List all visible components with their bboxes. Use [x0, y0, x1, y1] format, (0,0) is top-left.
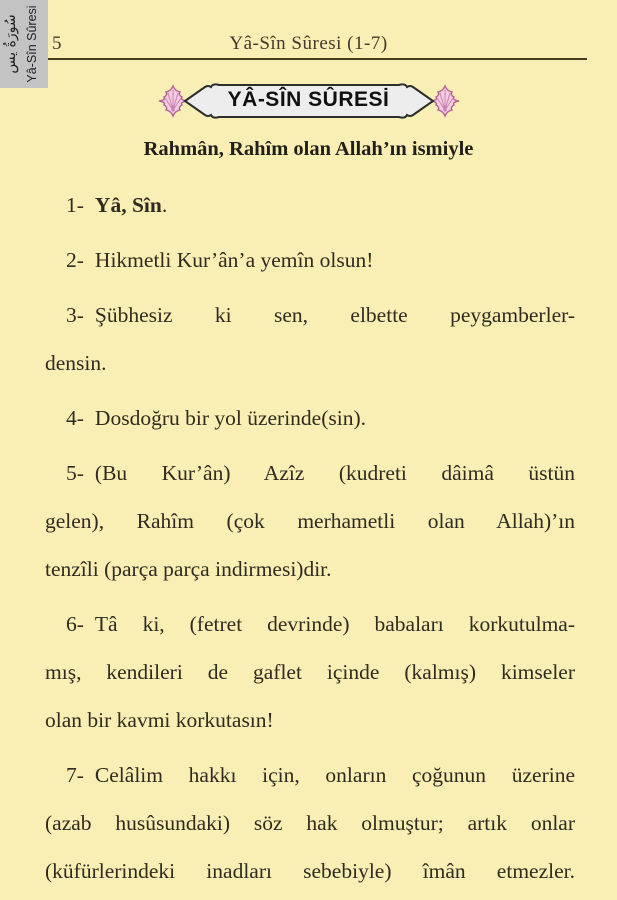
verse-7-number: 7- [66, 763, 84, 787]
verse-text-block [45, 181, 575, 895]
surah-title-cartouche [183, 81, 435, 121]
verse-4 [45, 394, 575, 442]
verse-1 [45, 181, 575, 229]
verse-3-line-2: densin. [45, 351, 107, 375]
verse-5-number: 5- [66, 461, 84, 485]
running-title: Yâ-Sîn Sûresi (1-7) [229, 33, 388, 54]
verse-2-line-1: Hikmetli Kur’ân’a yemîn olsun! [94, 248, 374, 272]
verse-7 [45, 751, 575, 895]
verse-6-line-3: olan bir kavmi korkutasın! [45, 708, 274, 732]
verse-5 [45, 449, 575, 593]
page-header [0, 0, 617, 60]
verse-1-number: 1- [66, 193, 84, 217]
verse-1-tail: . [161, 193, 168, 217]
verse-7-line-3: (küfürlerindeki inadları sebebiyle) îmân etmezler. [45, 859, 575, 883]
verse-1-bold-text: Yâ, Sîn [94, 193, 162, 217]
verse-4-line-1: Dosdoğru bir yol üzerinde(sin). [94, 406, 367, 430]
surah-name-arabic: سُورَةُ يس [3, 14, 19, 74]
verse-2 [45, 236, 575, 284]
verse-2-number: 2- [66, 248, 84, 272]
verse-5-line-2: gelen), Rahîm (çok merhametli olan Allah)’ın [45, 509, 575, 533]
verse-7-line-1: Celâlim hakkı için, onların çoğunun üzerine [94, 763, 575, 787]
verse-4-number: 4- [66, 406, 84, 430]
surah-title: YÂ-SÎN SÛRESİ [227, 88, 390, 111]
verse-6-number: 6- [66, 612, 84, 636]
verse-6 [45, 600, 575, 744]
surah-title-banner [0, 81, 617, 121]
verse-3-line-1: Şübhesiz ki sen, elbette peygamberler- [94, 303, 575, 327]
verse-6-line-2: mış, kendileri de gaflet içinde (kalmış) kimseler [45, 660, 575, 684]
verse-3-number: 3- [66, 303, 84, 327]
header-rule [48, 58, 587, 60]
verse-6-line-1: Tâ ki, (fetret devrinde) babaları korkutulma- [94, 612, 575, 636]
basmala-line: Rahmân, Rahîm olan Allah’ın ismiyle [143, 138, 474, 160]
verse-5-line-1: (Bu Kur’ân) Azîz (kudreti dâimâ üstün [94, 461, 575, 485]
page-number: 5 [52, 33, 62, 54]
verse-7-line-2: (azab husûsundaki) söz hak olmuştur; artık onlar [45, 811, 575, 835]
verse-5-line-3: tenzîli (parça parça indirmesi)dir. [45, 557, 332, 581]
verse-3 [45, 291, 575, 387]
surah-name-latin: Yâ-Sîn Sûresi [25, 5, 39, 83]
